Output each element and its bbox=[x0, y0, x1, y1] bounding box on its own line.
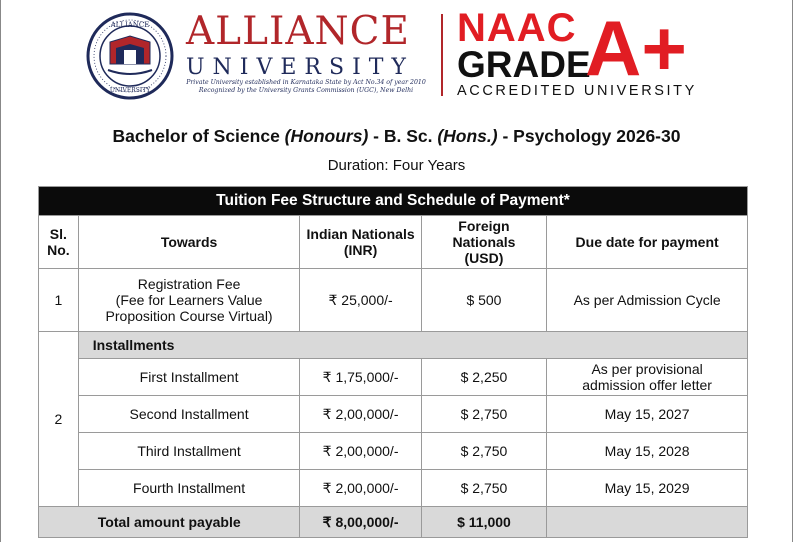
fee-table bbox=[38, 186, 748, 538]
cell-usd: $ 2,250 bbox=[421, 359, 546, 396]
total-inr: ₹ 8,00,000/- bbox=[300, 507, 421, 538]
table-row-installment bbox=[39, 433, 748, 470]
col-header-due: Due date for payment bbox=[547, 216, 748, 269]
col-header-foreign-line1: Foreign Nationals bbox=[452, 218, 516, 250]
cell-due-line1: As per provisional bbox=[591, 361, 703, 377]
naac-label: NAAC bbox=[457, 6, 577, 50]
cell-towards: Third Installment bbox=[78, 433, 300, 470]
naac-grade-value: A+ bbox=[585, 4, 687, 92]
total-label: Total amount payable bbox=[39, 507, 300, 538]
col-header-indian-line2: (INR) bbox=[343, 242, 378, 258]
cell-due bbox=[547, 359, 748, 396]
table-header-row bbox=[39, 216, 748, 269]
naac-accredited-label: ACCREDITED UNIVERSITY bbox=[457, 83, 697, 99]
program-title-part5: - Psychology 2026-30 bbox=[497, 126, 681, 146]
cell-towards-line1: Registration Fee bbox=[137, 276, 241, 292]
brand-name: ALLIANCE bbox=[186, 9, 410, 54]
svg-text:ALLIANCE: ALLIANCE bbox=[110, 21, 150, 29]
cell-usd: $ 2,750 bbox=[421, 433, 546, 470]
cell-inr: ₹ 25,000/- bbox=[300, 269, 421, 332]
program-title-part1: Bachelor of Science bbox=[112, 126, 285, 146]
header-divider bbox=[441, 14, 443, 96]
cell-due: As per Admission Cycle bbox=[547, 269, 748, 332]
brand-tagline bbox=[186, 79, 426, 95]
table-row-installment bbox=[39, 359, 748, 396]
cell-towards-line3: Proposition Course Virtual) bbox=[105, 308, 273, 324]
col-header-foreign-line2: (USD) bbox=[464, 250, 504, 266]
cell-sl: 2 bbox=[39, 332, 79, 507]
cell-usd: $ 500 bbox=[421, 269, 546, 332]
svg-text:UNIVERSITY: UNIVERSITY bbox=[109, 87, 151, 94]
brand-tagline-line1: Private University established in Karnataka State by Act No.34 of year 2010 bbox=[186, 79, 426, 86]
cell-due-line2: admission offer letter bbox=[582, 377, 712, 393]
program-title-part2: (Honours) bbox=[284, 126, 369, 146]
program-duration: Duration: Four Years bbox=[327, 157, 466, 174]
cell-due: May 15, 2027 bbox=[547, 396, 748, 433]
naac-grade-label: GRADE bbox=[457, 44, 591, 85]
table-row-installment bbox=[39, 470, 748, 507]
brand-tagline-line2: Recognized by the University Grants Commission (UGC), New Delhi bbox=[198, 87, 414, 94]
installments-label: Installments bbox=[78, 332, 747, 359]
cell-towards: Fourth Installment bbox=[78, 470, 300, 507]
col-header-towards: Towards bbox=[78, 216, 300, 269]
program-title-part4: (Hons.) bbox=[437, 126, 498, 146]
cell-usd: $ 2,750 bbox=[421, 470, 546, 507]
program-title-part3: - B. Sc. bbox=[368, 126, 438, 146]
col-header-sl-line1: Sl. bbox=[49, 226, 67, 242]
cell-towards-line2: (Fee for Learners Value bbox=[115, 292, 263, 308]
cell-towards bbox=[78, 269, 300, 332]
cell-towards: Second Installment bbox=[78, 396, 300, 433]
brand-subtitle: UNIVERSITY bbox=[186, 55, 414, 80]
cell-inr: ₹ 2,00,000/- bbox=[300, 470, 421, 507]
cell-sl: 1 bbox=[39, 269, 79, 332]
table-caption-row bbox=[39, 187, 748, 216]
cell-due: May 15, 2028 bbox=[547, 433, 748, 470]
table-caption: Tuition Fee Structure and Schedule of Payment* bbox=[39, 187, 748, 216]
cell-inr: ₹ 2,00,000/- bbox=[300, 396, 421, 433]
cell-towards: First Installment bbox=[78, 359, 300, 396]
cell-usd: $ 2,750 bbox=[421, 396, 546, 433]
table-row-total bbox=[39, 507, 748, 538]
col-header-foreign bbox=[421, 216, 546, 269]
cell-inr: ₹ 2,00,000/- bbox=[300, 433, 421, 470]
table-row-registration bbox=[39, 269, 748, 332]
cell-inr: ₹ 1,75,000/- bbox=[300, 359, 421, 396]
col-header-indian bbox=[300, 216, 421, 269]
col-header-sl-line2: No. bbox=[47, 242, 70, 258]
col-header-sl bbox=[39, 216, 79, 269]
col-header-indian-line1: Indian Nationals bbox=[306, 226, 415, 242]
program-title bbox=[0, 126, 793, 147]
total-due bbox=[547, 507, 748, 538]
table-row-installments-header bbox=[39, 332, 748, 359]
total-usd: $ 11,000 bbox=[421, 507, 546, 538]
cell-due: May 15, 2029 bbox=[547, 470, 748, 507]
table-row-installment bbox=[39, 396, 748, 433]
alliance-seal-logo bbox=[86, 12, 174, 100]
